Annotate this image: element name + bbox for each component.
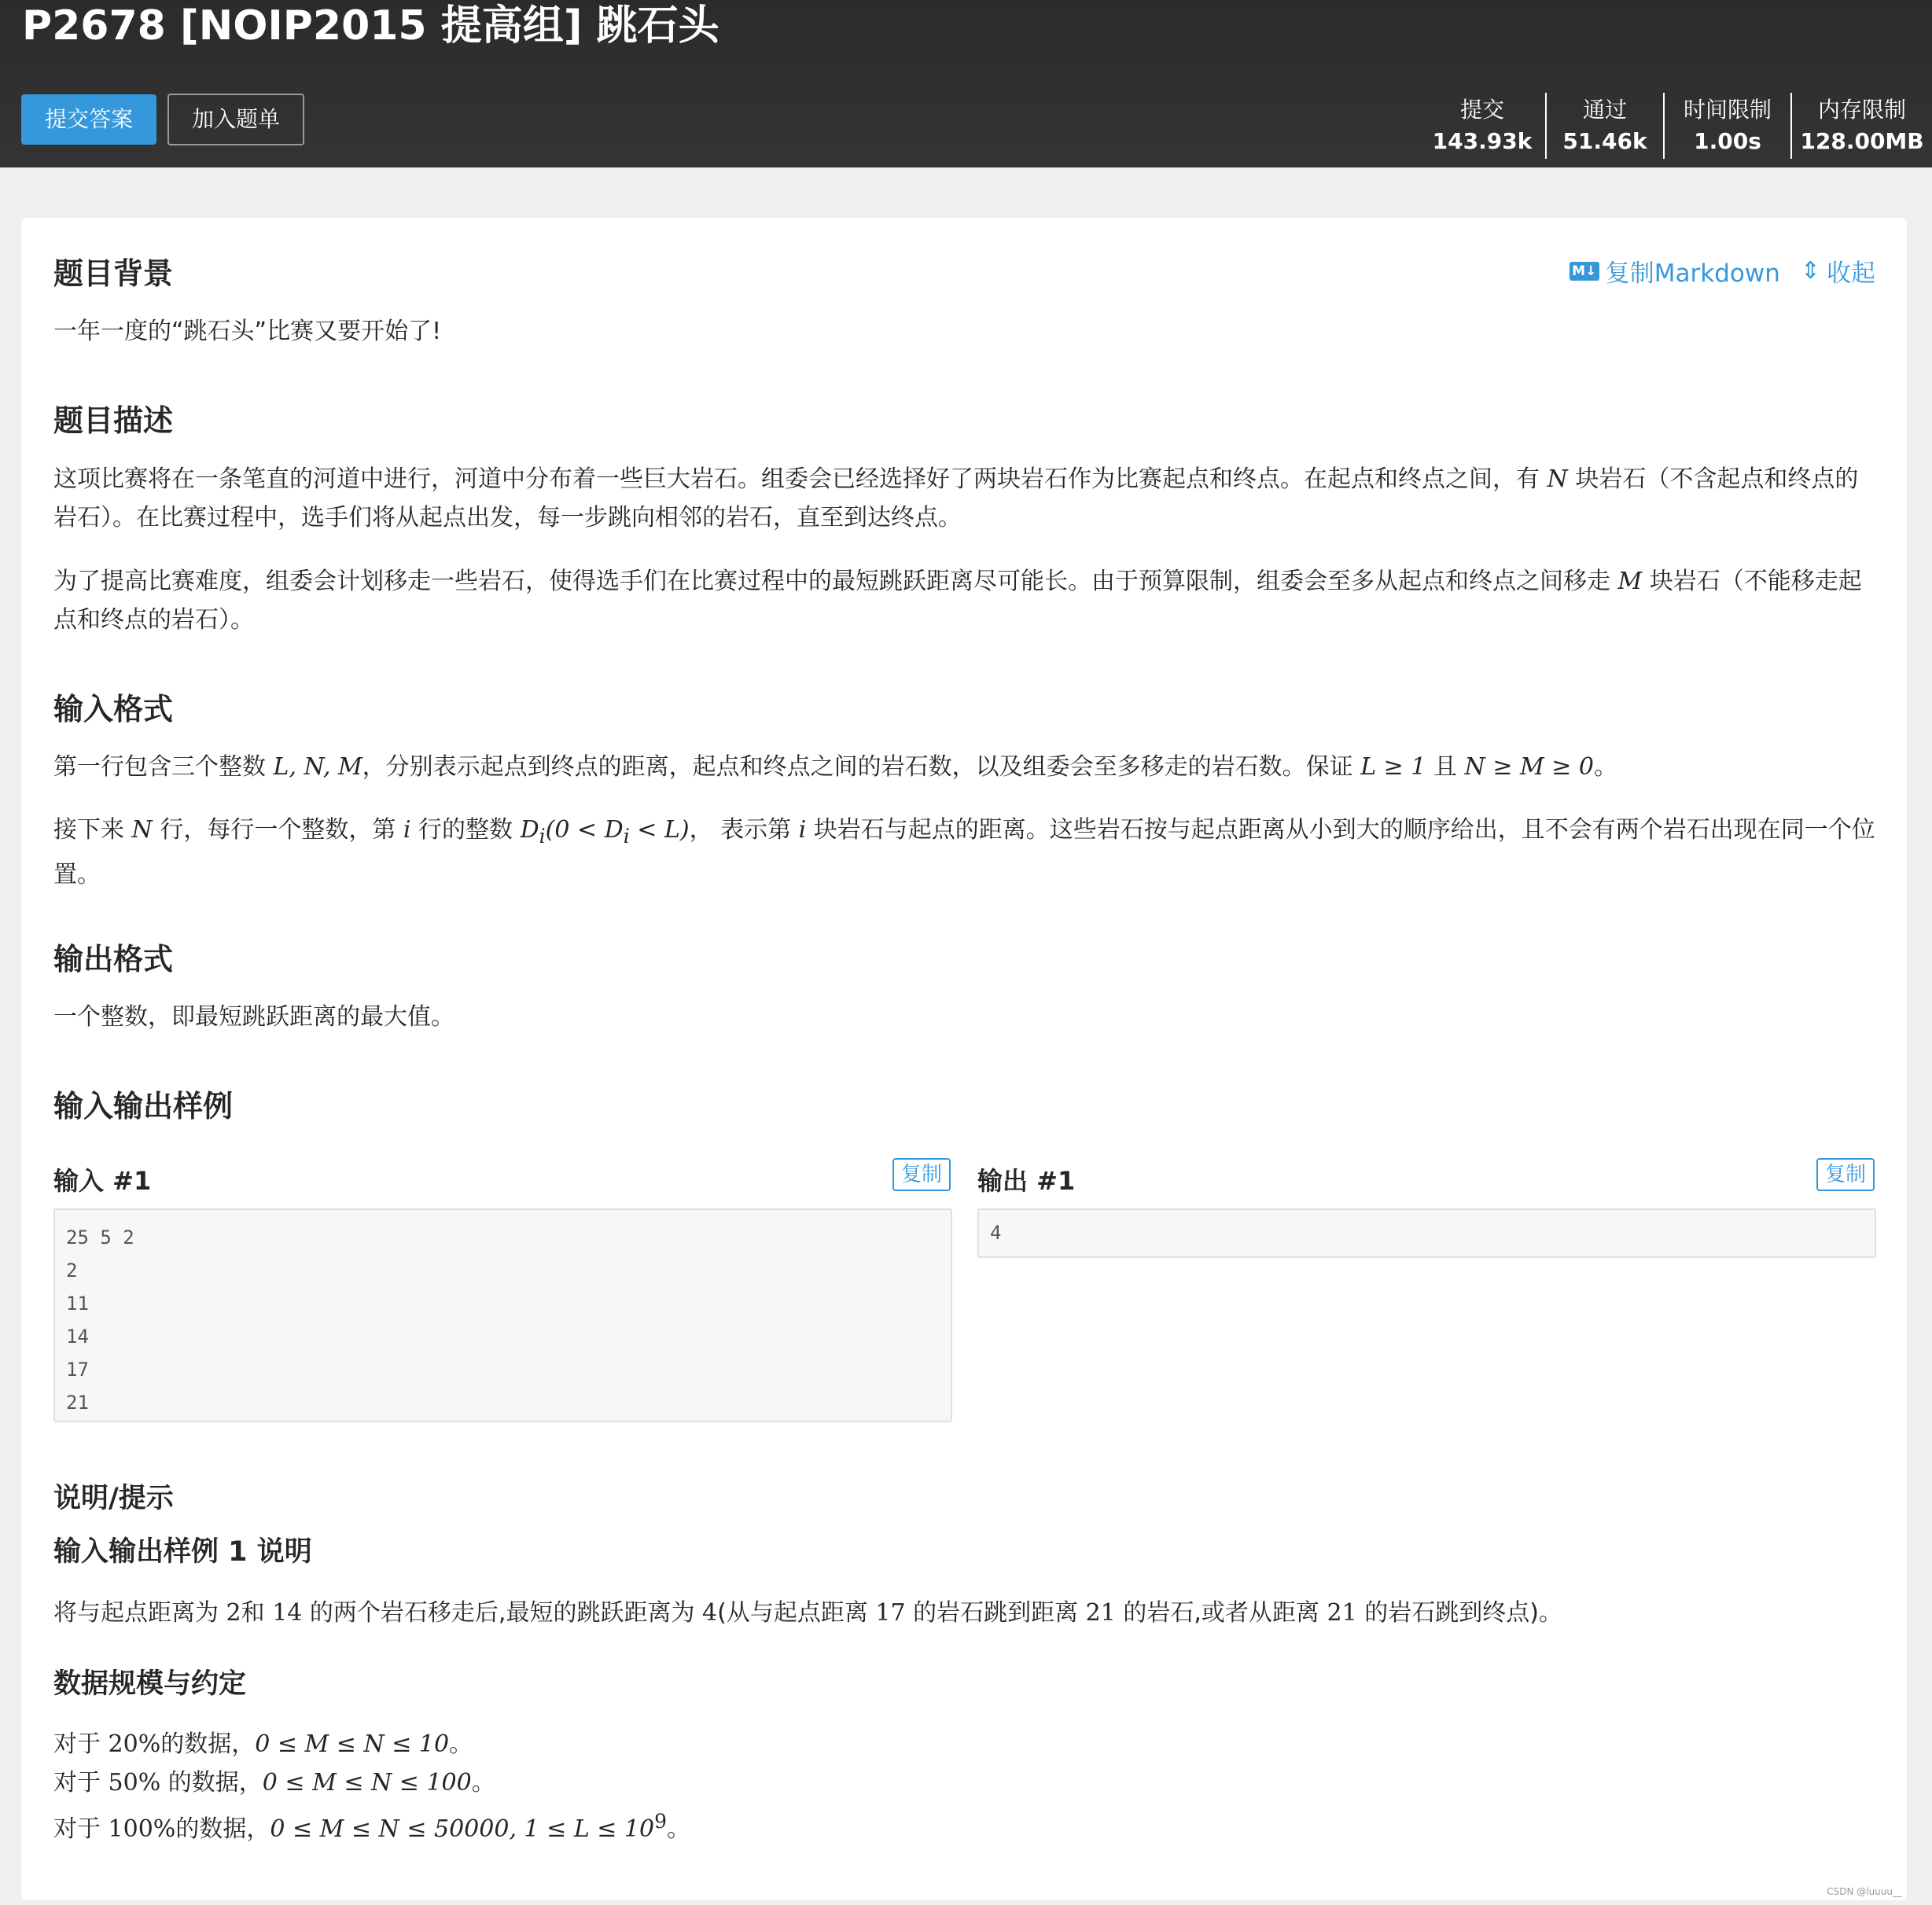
number: 21 [1085,1599,1116,1627]
stat-label: 通过 [1582,97,1627,123]
text: 对于 [53,1769,101,1797]
math-Di [520,816,690,848]
math-LNM: L, N, M [273,753,362,781]
text: 对于 [53,1815,101,1843]
sample-output-label: 输出 #1 [977,1166,1076,1196]
number: 17 [875,1599,906,1627]
sample-input-line: 2 [66,1260,78,1282]
description-paragraph-1 [53,460,1878,537]
math-i: i [403,816,411,844]
input-format-line-1 [53,748,1878,786]
description-paragraph-2 [53,562,1878,639]
text: 。 [1594,753,1618,781]
math-L-ge-1: L ≥ 1 [1360,753,1426,781]
copy-markdown-label: 复制Markdown [1605,259,1780,288]
stat-submissions [1419,93,1545,159]
constraint-line-3 [53,1802,1878,1848]
text: 为了提高比赛难度，组委会计划移走一些岩石，使得选手们在比赛过程中的最短跳跃距离尽可能长。由于预算限制，组委会至多从起点和终点之间移走 [53,568,1610,595]
stat-label: 提交 [1459,97,1504,123]
problem-stats [1419,93,1932,159]
copy-input-button[interactable]: 复制 [892,1158,951,1191]
sample-input-line: 11 [66,1293,89,1315]
stat-value: 51.46k [1562,128,1647,154]
math-M: M [1617,568,1643,595]
sample-input-line: 25 5 2 [66,1226,134,1249]
copy-markdown-link[interactable] [1570,253,1780,289]
stat-memory-limit [1790,93,1932,159]
text: 且 [1433,753,1457,781]
math-range: (0 < D [545,816,624,844]
text: ， 表示第 [689,816,792,844]
math-N: N [131,816,153,844]
hint-heading: 说明/提示 [53,1483,174,1514]
stat-accepted [1545,93,1663,159]
stat-value: 1.00s [1694,128,1761,154]
submit-answer-button[interactable]: 提交答案 [21,94,156,145]
collapse-label: 收起 [1827,259,1875,288]
text: 。 [471,1769,495,1797]
math-constraint: 0 ≤ M ≤ N ≤ 10 [255,1730,450,1758]
number: 4 [702,1599,718,1627]
stat-time-limit [1663,93,1790,159]
percent: 50% [108,1769,161,1797]
text: (从与起点距离 [717,1599,868,1627]
text: ，分别表示起点到终点的距离，起点和终点之间的岩石数，以及组委会至多移走的岩石数。保证 [362,753,1353,781]
text: 第一行包含三个整数 [53,753,266,781]
text: 对于 [53,1730,101,1758]
input-format-line-2 [53,811,1878,894]
text: 接下来 [53,816,124,844]
percent: 100% [108,1815,176,1843]
text: 的岩石,或者从距离 [1123,1599,1319,1627]
number: 21 [1327,1599,1357,1627]
text: 的两个岩石移走后,最短的跳跃距离为 [309,1599,695,1627]
page-title: P2678 [NOIP2015 提高组] 跳石头 [22,2,719,50]
add-to-list-button[interactable]: 加入题单 [167,94,304,145]
math-constraint: 0 ≤ M ≤ N ≤ 50000, 1 ≤ L ≤ 10 [270,1815,655,1843]
description-heading: 题目描述 [53,403,174,438]
text: 的岩石跳到终点)。 [1364,1599,1562,1627]
problem-statement-card [21,218,1907,1900]
text: 行的整数 [418,816,513,844]
copy-output-button[interactable]: 复制 [1816,1158,1875,1191]
stat-label: 时间限制 [1684,97,1772,123]
text: 和 [241,1599,265,1627]
math-constraint: 0 ≤ M ≤ N ≤ 100 [262,1769,472,1797]
output-format-text: 一个整数，即最短跳跃距离的最大值。 [53,1003,454,1031]
constraint-line-1 [53,1725,1878,1763]
sample-input-label: 输入 #1 [53,1166,152,1196]
constraint-line-2 [53,1763,1878,1802]
stat-value: 128.00MB [1800,128,1924,154]
sample-input-box[interactable] [53,1208,952,1422]
text: 的数据， [175,1815,270,1843]
problem-header [0,0,1932,167]
math-N-ge-M: N ≥ M ≥ 0 [1464,753,1595,781]
text: 的数据， [160,1769,263,1797]
text: 块岩石（不含起点和终点的岩石）。在比赛过程中，选手们将从起点出发，每一步跳向相邻的岩石，直至到达终点。 [53,465,1859,531]
markdown-icon: M↓ [1570,262,1599,281]
statement-toolbar [1570,253,1875,289]
sample-output-line: 4 [990,1222,1002,1244]
text: 行，每行一个整数，第 [160,816,396,844]
collapse-icon: ⇕ [1800,257,1820,285]
sample-explanation-text [53,1594,1878,1632]
collapse-link[interactable] [1801,253,1875,289]
stat-value: 143.93k [1432,128,1533,154]
math-N: N [1547,465,1568,493]
constraints-heading: 数据规模与约定 [53,1668,247,1700]
text: 块岩石与起点的距离。这些岩石按与起点距离从小到大的顺序给出，且不会有两个岩石出现在同一个位置。 [53,816,1875,888]
math-sub: i [539,825,546,848]
text: 。 [667,1815,691,1843]
watermark: CSDN @luuuu__ [1827,1886,1902,1897]
background-text: 一年一度的“跳石头”比赛又要开始了! [53,318,442,345]
text: 的数据， [160,1730,256,1758]
input-format-heading: 输入格式 [53,692,174,726]
sample-input-line: 21 [66,1392,89,1414]
text: 这项比赛将在一条笔直的河道中进行，河道中分布着一些巨大岩石。组委会已经选择好了两块岩石作为比赛起点和终点。在起点和终点之间，有 [53,465,1540,493]
text: 将与起点距离为 [53,1599,219,1627]
number: 14 [272,1599,303,1627]
output-format-heading: 输出格式 [53,942,174,976]
percent: 20% [108,1730,161,1758]
background-heading: 题目背景 [53,256,174,291]
sample-explanation-heading: 输入输出样例 1 说明 [53,1536,312,1568]
text: 。 [449,1730,473,1758]
stat-label: 内存限制 [1817,97,1906,123]
text: 块岩石（不能移走起点和终点的岩石）。 [53,568,1862,634]
sample-input-line: 14 [66,1326,89,1348]
math-i: i [798,816,807,844]
samples-heading: 输入输出样例 [53,1089,234,1124]
math-range-end: < L) [629,816,690,844]
text: 的岩石跳到距离 [913,1599,1079,1627]
math-sub: i [623,825,630,848]
sample-input-line: 17 [66,1359,89,1381]
sample-output-box[interactable] [977,1208,1876,1258]
math-D: D [520,816,539,844]
number: 2 [226,1599,241,1627]
exponent: 9 [654,1810,668,1833]
